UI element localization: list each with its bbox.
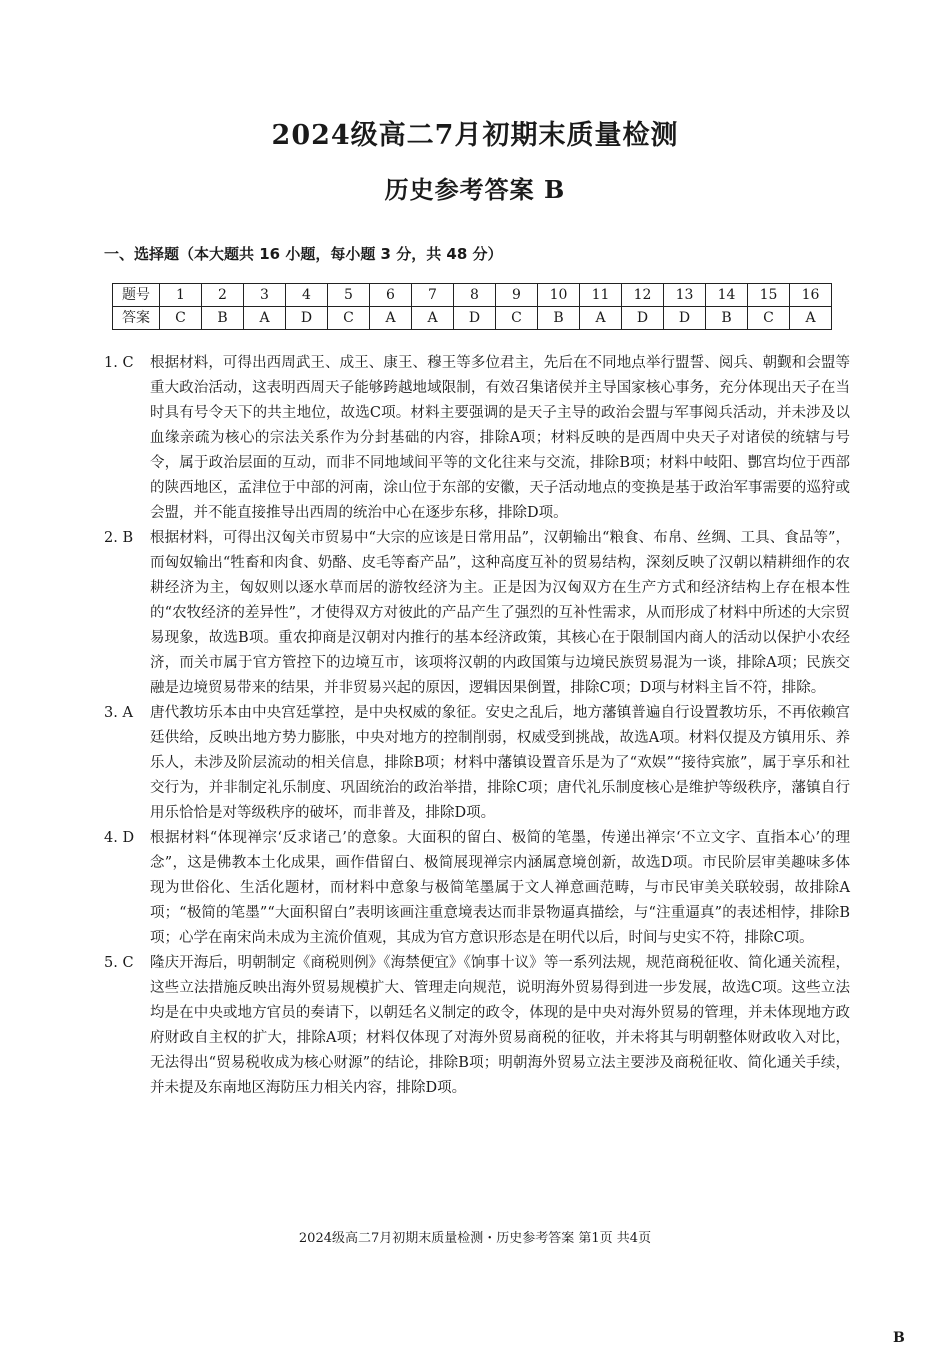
explanations-list [104, 351, 850, 1101]
answer-cell: D [622, 307, 664, 330]
explanation-text: 根据材料“体现禅宗‘反求诸己’的意象。大面积的留白、极简的笔墨，传递出禅宗‘不立文字、直指本心’的理念”，这是佛教本土化成果，画作借留白、极简展现禅宗内涵属意境创新，故选D项。市民阶层审美趣味多体现为世俗化、生活化题材，而材料中意象与极简笔墨属于文人禅意画范畴，与市民审美关联较弱，故排除A项；“极简的笔墨”“大面积留白”表明该画注重意境表达而非景物逼真描绘，与“注重逼真”的表述相悖，排除B项；心学在南宋尚未成为主流价值观，其成为官方意识形态是在明代以后，时间与史实不符，排除C项。 [150, 830, 850, 946]
answer-cell: B [706, 307, 748, 330]
answer-cell: D [664, 307, 706, 330]
document-subtitle: 历史参考答案 B [384, 175, 566, 204]
answer-cell: C [328, 307, 370, 330]
explanation-label: 5. C [104, 955, 134, 971]
question-number: 8 [454, 284, 496, 307]
explanation-item [104, 526, 850, 701]
answer-cell: D [454, 307, 496, 330]
question-number: 13 [664, 284, 706, 307]
explanation-label: 3. A [104, 705, 133, 721]
page-footer: 2024级高二7月初期末质量检测・历史参考答案 第1页 共4页 [298, 1231, 652, 1246]
question-number: 2 [202, 284, 244, 307]
document-title: 2024级高二7月初期末质量检测 [271, 120, 679, 151]
explanation-text: 隆庆开海后，明朝制定《商税则例》《海禁便宜》《饷事十议》等一系列法规，规范商税征收、简化通关流程，这些立法措施反映出海外贸易规模扩大、管理走向规范，说明海外贸易得到进一步发展，故选C项。这些立法均是在中央或地方官员的奏请下，以朝廷名义制定的政令，体现的是中央对海外贸易的管理，并未体现地方政府财政自主权的扩大，排除A项；材料仅体现了对海外贸易商税的征收，并未将其与明朝整体财政收入对比，无法得出“贸易税收成为核心财源”的结论，排除B项；明朝海外贸易立法主要涉及商税征收、简化通关手续，并未提及东南地区海防压力相关内容，排除D项。 [150, 955, 850, 1096]
explanation-text: 根据材料，可得出汉匈关市贸易中“大宗的应该是日常用品”，汉朝输出“粮食、布帛、丝绸、工具、食品等”，而匈奴输出“牲畜和肉食、奶酪、皮毛等畜产品”，这种高度互补的贸易结构，深刻反映了汉朝以精耕细作的农耕经济为主，匈奴则以逐水草而居的游牧经济为主。正是因为汉匈双方在生产方式和经济结构上存在根本性的“农牧经济的差异性”，才使得双方对彼此的产品产生了强烈的互补性需求，从而形成了材料中所述的大宗贸易现象，故选B项。重农抑商是汉朝对内推行的基本经济政策，其核心在于限制国内商人的活动以保护小农经济，而关市属于官方管控下的边境互市，该项将汉朝的内政国策与边境民族贸易混为一谈，排除A项；民族交融是边境贸易带来的结果，并非贸易兴起的原因，逻辑因果倒置，排除C项；D项与材料主旨不符，排除。 [150, 530, 850, 696]
answer-table [112, 283, 832, 330]
question-number: 5 [328, 284, 370, 307]
explanation-text: 根据材料，可得出西周武王、成王、康王、穆王等多位君主，先后在不同地点举行盟誓、阅兵、朝觐和会盟等重大政治活动，这表明西周天子能够跨越地域限制，有效召集诸侯并主导国家核心事务，充分体现出天子在当时具有号令天下的共主地位，故选C项。材料主要强调的是天子主导的政治会盟与军事阅兵活动，并未涉及以血缘亲疏为核心的宗法关系作为分封基础的内容，排除A项；材料反映的是西周中央天子对诸侯的统辖与号令，属于政治层面的互动，而非不同地域间平等的文化往来与交流，排除B项；材料中岐阳、酆宫均位于西部的陕西地区，孟津位于中部的河南，涂山位于东部的安徽，天子活动地点的变换是基于政治军事需要的巡狩或会盟，并不能直接推导出西周的统治中心在逐步东移，排除D项。 [150, 355, 850, 521]
question-number: 9 [496, 284, 538, 307]
question-number: 15 [748, 284, 790, 307]
explanation-item [104, 951, 850, 1101]
question-number: 12 [622, 284, 664, 307]
question-number-row [113, 284, 832, 307]
question-number: 10 [538, 284, 580, 307]
explanation-label: 4. D [104, 830, 135, 846]
answer-cell: D [286, 307, 328, 330]
question-number: 4 [286, 284, 328, 307]
explanation-text: 唐代教坊乐本由中央宫廷掌控，是中央权威的象征。安史之乱后，地方藩镇普遍自行设置教坊乐，不再依赖宫廷供给，反映出地方势力膨胀，中央对地方的控制削弱，权威受到挑战，故选A项。材料仅提及方镇用乐、养乐人，未涉及阶层流动的相关信息，排除B项；材料中藩镇设置音乐是为了“欢娱”“接待宾旅”，属于享乐和社交行为，并非制定礼乐制度、巩固统治的政治举措，排除C项；唐代礼乐制度核心是维护等级秩序，藩镇自行用乐恰恰是对等级秩序的破坏，而非普及，排除D项。 [150, 705, 850, 821]
answer-row [113, 307, 832, 330]
answer-cell: A [790, 307, 832, 330]
explanation-item [104, 351, 850, 526]
question-number: 7 [412, 284, 454, 307]
row-label-answer: 答案 [113, 307, 160, 330]
answer-cell: B [202, 307, 244, 330]
explanation-label: 1. C [104, 355, 134, 371]
explanation-item [104, 826, 850, 951]
answer-cell: B [538, 307, 580, 330]
explanation-label: 2. B [104, 530, 134, 546]
answer-cell: C [496, 307, 538, 330]
answer-cell: A [580, 307, 622, 330]
row-label-number: 题号 [113, 284, 160, 307]
question-number: 3 [244, 284, 286, 307]
question-number: 14 [706, 284, 748, 307]
explanation-item [104, 701, 850, 826]
question-number: 11 [580, 284, 622, 307]
corner-mark: B [893, 1330, 905, 1346]
question-number: 16 [790, 284, 832, 307]
answer-cell: A [370, 307, 412, 330]
section-heading: 一、选择题（本大题共 16 小题，每小题 3 分，共 48 分） [104, 245, 503, 263]
answer-cell: C [160, 307, 202, 330]
answer-cell: A [412, 307, 454, 330]
question-number: 1 [160, 284, 202, 307]
answer-cell: A [244, 307, 286, 330]
answer-cell: C [748, 307, 790, 330]
question-number: 6 [370, 284, 412, 307]
